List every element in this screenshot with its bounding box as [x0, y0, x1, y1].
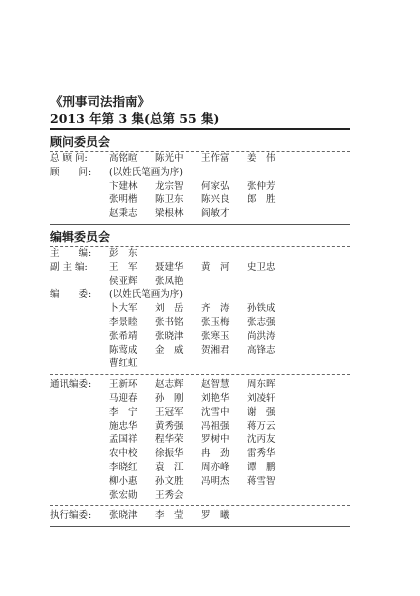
member-name: 周东晖	[247, 379, 276, 391]
correspondents-row	[50, 420, 350, 434]
member-name: 程华荣	[155, 434, 184, 446]
member-name: 雷秀华	[247, 448, 276, 460]
member-name: 张明楷	[109, 194, 138, 206]
editorial-row	[50, 344, 350, 358]
bottom-rule	[50, 526, 350, 527]
member-name: 金 威	[155, 344, 184, 356]
correspondents-list	[50, 378, 350, 502]
member-name: 高铭暄	[109, 153, 138, 164]
member-name: 李景睦	[109, 316, 138, 328]
member-name: 农中校	[109, 448, 138, 460]
role-label	[50, 406, 109, 420]
member-name: 姜 伟	[247, 153, 276, 164]
member-name: 聂建华	[155, 261, 184, 273]
member-name: 蒋雪智	[247, 475, 276, 487]
member-name: 张书铭	[155, 316, 184, 328]
issue-number: 2013 年第 3 集(总第 55 集)	[50, 111, 220, 126]
role-label	[50, 447, 109, 461]
role-label	[50, 489, 109, 503]
member-name: 赵智慧	[201, 379, 230, 391]
correspondents-row	[50, 392, 350, 406]
correspondents-row	[50, 461, 350, 475]
member-name: 赵秉志	[109, 208, 138, 220]
advisory-row	[50, 166, 350, 180]
member-name: 黄秀强	[155, 420, 184, 432]
correspondents-row	[50, 433, 350, 447]
role-label	[50, 275, 109, 289]
member-name: 史卫忠	[247, 261, 276, 273]
ordering-note: (以姓氏笔画为序)	[109, 289, 183, 301]
member-name: 陈兴良	[201, 194, 230, 206]
role-label	[50, 344, 109, 358]
role-label	[50, 180, 109, 194]
member-name: 张寒玉	[201, 330, 230, 342]
member-name: 陈莺成	[109, 344, 138, 356]
role-label	[50, 420, 109, 434]
member-name: 高锋志	[247, 344, 276, 356]
correspondents-row	[50, 489, 350, 503]
member-name: 冉 劲	[201, 448, 230, 460]
role-label	[50, 330, 109, 344]
member-name: 张志强	[247, 316, 276, 328]
member-name: 柳小惠	[109, 475, 138, 487]
member-name: 曹红虹	[109, 358, 138, 370]
advisory-row	[50, 193, 350, 207]
editorial-row	[50, 316, 350, 330]
member-name: 张晓津	[155, 330, 184, 342]
member-name: 何家弘	[201, 180, 230, 192]
correspondents-row	[50, 475, 350, 489]
executive-row	[50, 509, 350, 523]
editorial-row	[50, 275, 350, 289]
member-name: 齐 涛	[201, 303, 230, 315]
role-label	[50, 193, 109, 207]
member-name: 周亦峰	[201, 461, 230, 473]
member-name: 李晓红	[109, 461, 138, 473]
member-name: 张玉梅	[201, 316, 230, 328]
member-name: 张宏勋	[109, 489, 138, 501]
role-label: 总 顾 问:	[50, 153, 88, 164]
member-name: 罗 曦	[201, 510, 230, 522]
member-name: 沈丙友	[247, 434, 276, 446]
role-label	[50, 461, 109, 475]
advisory-list	[50, 152, 350, 221]
member-name: 张仲芳	[247, 180, 276, 192]
member-name: 卞建林	[109, 180, 138, 192]
advisory-row	[50, 180, 350, 194]
member-name: 王冠军	[155, 406, 184, 418]
role-label	[50, 433, 109, 447]
member-name: 袁 江	[155, 461, 184, 473]
editorial-row	[50, 247, 350, 261]
member-name: 刘凌轩	[247, 392, 276, 404]
advisory-heading: 顾问委员会	[50, 135, 111, 149]
member-name: 陈光中	[155, 153, 184, 164]
editorial-row	[50, 302, 350, 316]
member-name: 冯祖强	[201, 420, 230, 432]
member-name: 李 莹	[155, 510, 184, 522]
member-name: 黄 河	[201, 261, 230, 273]
member-name: 张晓津	[109, 510, 138, 522]
member-name: 谭 鹏	[247, 461, 276, 473]
member-name: 郎 胜	[247, 194, 276, 206]
member-name: 张凤艳	[155, 275, 184, 287]
role-label	[50, 207, 109, 221]
member-name: 施忠华	[109, 420, 138, 432]
member-name: 侯亚辉	[109, 275, 138, 287]
member-name: 贺湘君	[201, 344, 230, 356]
member-name: 王新环	[109, 379, 138, 391]
ordering-note: (以姓氏笔画为序)	[109, 166, 183, 178]
member-name: 冯明杰	[201, 475, 230, 487]
correspondents-row	[50, 406, 350, 420]
member-name: 尚洪涛	[247, 330, 276, 342]
member-name: 刘 岳	[155, 303, 184, 315]
member-name: 马迎春	[109, 392, 138, 404]
member-name: 王作富	[201, 153, 230, 164]
member-name: 孙 刚	[155, 392, 184, 404]
member-name: 王 军	[109, 261, 138, 273]
masthead-page	[50, 93, 350, 527]
role-label	[50, 475, 109, 489]
executive-list	[50, 509, 350, 523]
role-label	[50, 357, 109, 371]
editorial-row	[50, 330, 350, 344]
advisory-row	[50, 152, 350, 166]
member-name: 陈卫东	[155, 194, 184, 206]
role-label	[50, 316, 109, 330]
editorial-row	[50, 357, 350, 371]
member-name: 蒋万云	[247, 420, 276, 432]
role-label: 主 编:	[50, 247, 92, 259]
member-name: 龙宗智	[155, 180, 184, 192]
member-name: 梁根林	[155, 208, 184, 220]
title-rule	[50, 128, 350, 130]
correspondents-row	[50, 378, 350, 392]
member-name: 张希靖	[109, 330, 138, 342]
role-label: 副 主 编:	[50, 261, 88, 273]
role-label	[50, 392, 109, 406]
role-label	[50, 302, 109, 316]
member-name: 彭 东	[109, 247, 138, 259]
member-name: 王秀会	[155, 489, 184, 501]
member-name: 谢 强	[247, 406, 276, 418]
member-name: 孙铁成	[247, 303, 276, 315]
member-name: 卜大军	[109, 303, 138, 315]
editorial-list	[50, 247, 350, 371]
member-name: 赵志辉	[155, 379, 184, 391]
role-label: 执行编委:	[50, 510, 92, 522]
member-name: 孟国祥	[109, 434, 138, 446]
member-name: 徐振华	[155, 448, 184, 460]
member-name: 阎敏才	[201, 208, 230, 220]
publication-title: 《刑事司法指南》	[50, 94, 151, 109]
editorial-heading: 编辑委员会	[50, 229, 111, 244]
role-label: 顾 问:	[50, 166, 92, 178]
editorial-row	[50, 261, 350, 275]
section-rule	[50, 224, 350, 225]
advisory-row	[50, 207, 350, 221]
member-name: 李 宁	[109, 406, 138, 418]
editorial-row	[50, 288, 350, 302]
role-label: 通讯编委:	[50, 379, 92, 391]
role-label: 编 委:	[50, 289, 92, 301]
correspondents-row	[50, 447, 350, 461]
member-name: 孙文胜	[155, 475, 184, 487]
member-name: 沈雪中	[201, 406, 230, 418]
member-name: 罗树中	[201, 434, 230, 446]
member-name: 刘艳华	[201, 392, 230, 404]
